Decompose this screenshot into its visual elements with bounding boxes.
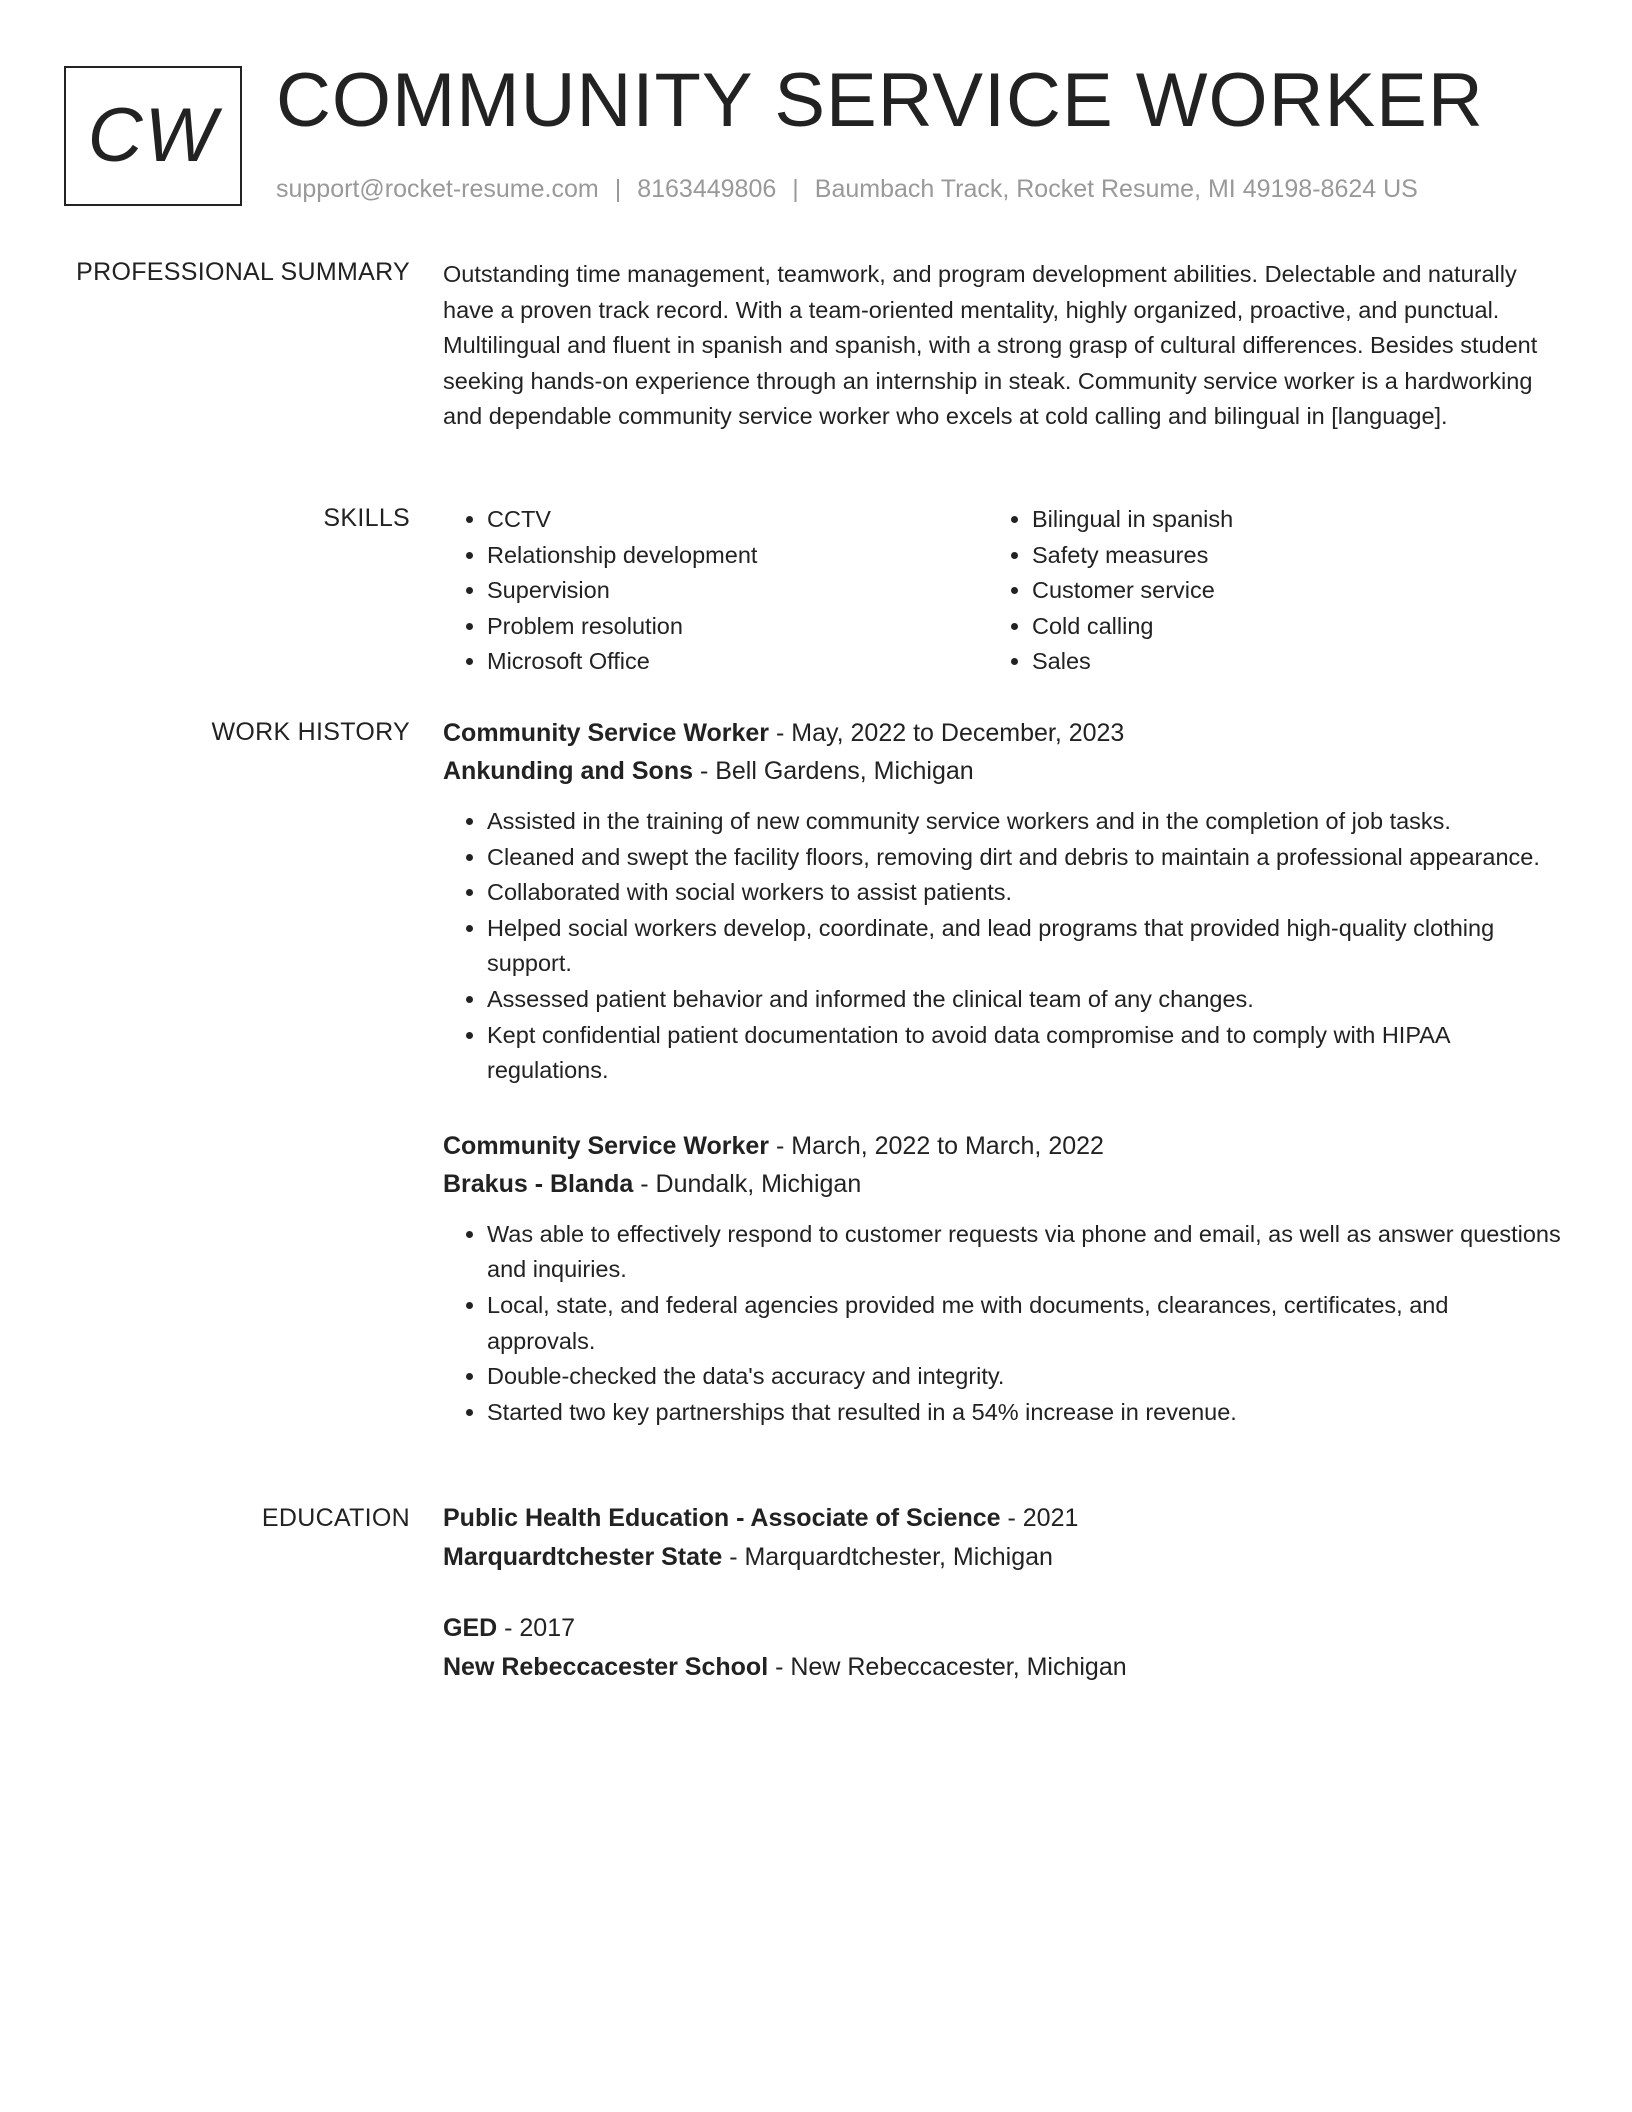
skill-item: • Sales: [1032, 644, 1533, 680]
job-title-line: [443, 1127, 1563, 1165]
candidate-title: COMMUNITY SERVICE WORKER: [276, 58, 1484, 143]
skills-heading: SKILLS: [323, 504, 410, 532]
job-bullets: [443, 1217, 1563, 1431]
job-bullet: • Assessed patient behavior and informed the clinical team of any changes.: [487, 982, 1563, 1018]
education-location: - Marquardtchester, Michigan: [722, 1543, 1053, 1571]
monogram-initials: CW: [87, 93, 219, 178]
education-school: Marquardtchester State: [443, 1543, 723, 1571]
skill-item: • Supervision: [487, 573, 988, 609]
skill-item: • Safety measures: [1032, 538, 1533, 574]
skills-section: [443, 502, 1563, 680]
education-location: - New Rebeccacester, Michigan: [768, 1653, 1127, 1681]
skill-item: • Problem resolution: [487, 609, 988, 645]
education-school: New Rebeccacester School: [443, 1653, 769, 1681]
job-location: - Dundalk, Michigan: [633, 1169, 862, 1198]
contact-address: Baumbach Track, Rocket Resume, MI 49198-8624 US: [814, 175, 1418, 203]
education-entry: [443, 1609, 1563, 1687]
skill-item: • Relationship development: [487, 538, 988, 574]
education-school-line: [443, 1648, 1563, 1687]
contact-email: support@rocket-resume.com: [276, 175, 599, 203]
skills-column-left: [443, 502, 988, 680]
job-company-line: [443, 752, 1563, 790]
job-bullet: • Collaborated with social workers to assist patients.: [487, 875, 1563, 911]
summary-text: Outstanding time management, teamwork, and program development abilities. Delectable and naturally have a proven track record. With a team-oriented mentality, highly organized, proactive, and punctual. Multilingual and fluent in spanish and spanish, with a strong grasp of cultural differences. Besides student seeking hands-on experience through an internship in steak. Community service worker is a hardworking and dependable community service worker who excels at cold calling and bilingual in [language].: [443, 261, 1538, 430]
education-section: [443, 1499, 1563, 1687]
education-year: - 2021: [1000, 1504, 1079, 1532]
skill-item: • Cold calling: [1032, 609, 1533, 645]
education-school-line: [443, 1538, 1563, 1577]
summary-heading: PROFESSIONAL SUMMARY: [76, 258, 410, 286]
job-entry: [443, 1127, 1563, 1431]
job-location: - Bell Gardens, Michigan: [693, 757, 974, 785]
job-bullets: [443, 804, 1563, 1089]
education-entry: [443, 1499, 1563, 1577]
job-bullet: • Was able to effectively respond to customer requests via phone and email, as well as answer questions and inquiries.: [487, 1217, 1563, 1288]
job-bullet: • Started two key partnerships that resulted in a 54% increase in revenue.: [487, 1395, 1563, 1431]
skill-item: • Customer service: [1032, 573, 1533, 609]
work-history-section: [443, 714, 1563, 1430]
job-bullet: • Double-checked the data's accuracy and integrity.: [487, 1359, 1563, 1395]
contact-line: [276, 174, 1418, 204]
summary-section: [443, 257, 1563, 435]
job-title-line: [443, 714, 1563, 752]
education-year: - 2017: [497, 1614, 576, 1642]
job-bullet: • Kept confidential patient documentation to avoid data compromise and to comply with HIPAA regulations.: [487, 1018, 1563, 1089]
education-degree-line: [443, 1499, 1563, 1538]
contact-separator: |: [614, 175, 622, 203]
job-company: Brakus - Blanda: [443, 1169, 634, 1198]
job-company: Ankunding and Sons: [443, 757, 693, 785]
job-dates: - March, 2022 to March, 2022: [769, 1131, 1104, 1160]
job-bullet: • Assisted in the training of new community service workers and in the completion of job tasks.: [487, 804, 1563, 840]
job-title: Community Service Worker: [443, 719, 770, 747]
education-degree: Public Health Education - Associate of Science: [443, 1504, 1001, 1532]
work-history-heading: WORK HISTORY: [211, 718, 410, 746]
contact-phone: 8163449806: [637, 175, 777, 203]
skills-column-right: [988, 502, 1533, 680]
job-bullet: • Local, state, and federal agencies provided me with documents, clearances, certificates, and approvals.: [487, 1288, 1563, 1359]
education-degree-line: [443, 1609, 1563, 1648]
education-degree: GED: [443, 1614, 498, 1642]
skill-item: • Microsoft Office: [487, 644, 988, 680]
skill-item: • Bilingual in spanish: [1032, 502, 1533, 538]
job-bullet: • Helped social workers develop, coordinate, and lead programs that provided high-quality clothing support.: [487, 911, 1563, 982]
contact-separator: |: [792, 175, 799, 203]
job-bullet: • Cleaned and swept the facility floors, removing dirt and debris to maintain a professional appearance.: [487, 840, 1563, 876]
job-company-line: [443, 1165, 1563, 1203]
monogram-box: [64, 66, 242, 206]
education-heading: EDUCATION: [261, 1504, 410, 1532]
job-title: Community Service Worker: [443, 1131, 770, 1160]
job-dates: - May, 2022 to December, 2023: [769, 719, 1125, 747]
skill-item: • CCTV: [487, 502, 988, 538]
job-entry: [443, 714, 1563, 1089]
